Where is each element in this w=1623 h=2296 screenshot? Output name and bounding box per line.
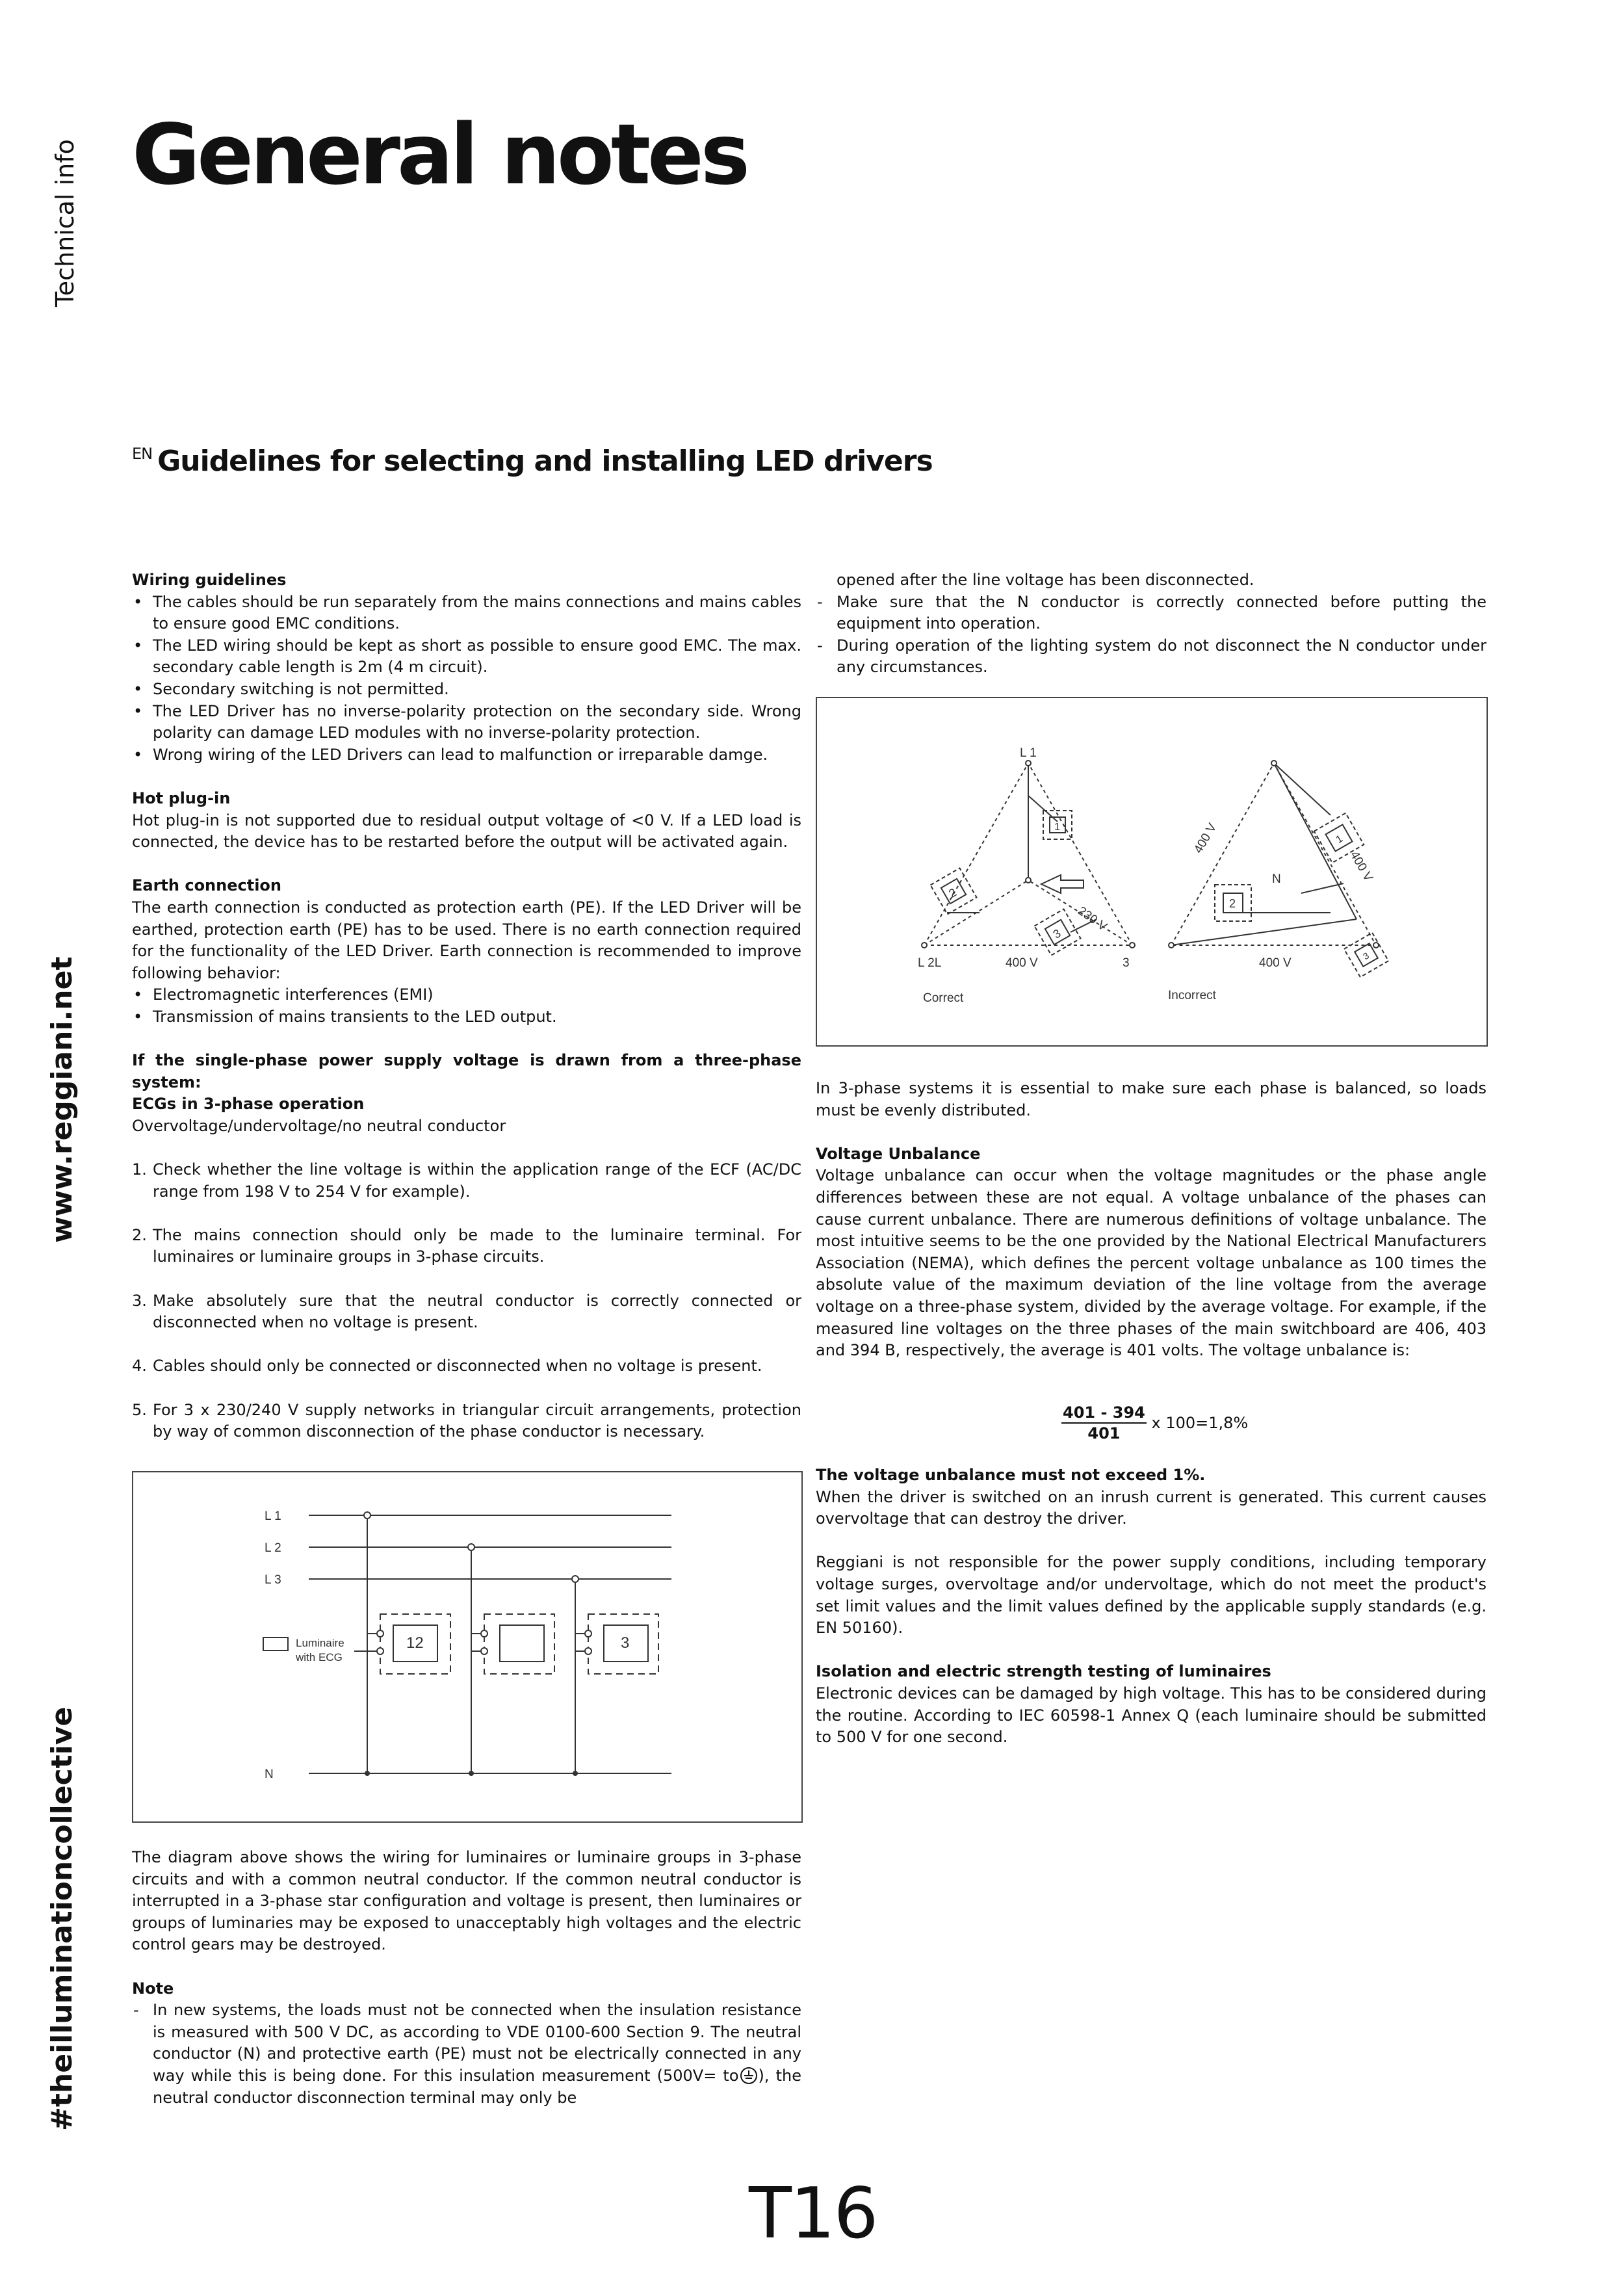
box-label: 3	[1050, 926, 1063, 941]
label-l2l: L 2L	[918, 956, 942, 970]
box-label: 3	[1361, 950, 1371, 962]
list-item: - During operation of the lighting system do not disconnect the N conductor under any circumstances.	[816, 635, 1487, 679]
isolation-heading: Isolation and electric strength testing of luminaires	[816, 1662, 1271, 1681]
list-item: • Wrong wiring of the LED Drivers can lead to malfunction or irreparable damge.	[132, 744, 801, 766]
list-item: 4. Cables should only be connected or disconnected when no voltage is present.	[132, 1357, 762, 1376]
isolation-text: Electronic devices can be damaged by high voltage. This has to be considered during the routine. According to IEC 60598-1 Annex Q (each luminaire should be submitted to 500 V for one second.	[816, 1684, 1487, 1747]
ecg-heading: ECGs in 3-phase operation	[132, 1095, 365, 1114]
wiring-diagram	[132, 1471, 803, 1823]
right-column-top	[816, 569, 1487, 679]
list-item: - Make sure that the N conductor is correctly connected before putting the equipment into operation.	[816, 592, 1487, 635]
note-list	[132, 2000, 801, 2109]
section-subtitle	[132, 445, 933, 478]
left-column-top	[132, 569, 801, 1465]
label-230v: 230 V	[1075, 904, 1110, 934]
formula-numerator: 401 - 394	[1061, 1403, 1147, 1424]
balance-text: In 3-phase systems it is essential to make sure each phase is balanced, so loads must be evenly distributed.	[816, 1079, 1487, 1119]
label-l1: L 1	[1020, 746, 1037, 760]
formula-result: x 100=1,8%	[1151, 1414, 1249, 1432]
side-label-technical-info: Technical info	[51, 139, 79, 307]
side-label-hashtag: #theilluminationcollective	[45, 1706, 79, 2131]
hotplug-heading: Hot plug-in	[132, 789, 231, 807]
list-item: • The LED wiring should be kept as short as possible to ensure good EMC. The max. secondary cable length is 2m (4 m circuit).	[132, 635, 801, 679]
page-number: T16	[749, 2173, 877, 2254]
unbalance-heading: Voltage Unbalance	[816, 1144, 981, 1163]
list-item: • The cables should be run separately from the mains connections and mains cables to ensure good EMC conditions.	[132, 592, 801, 635]
legend-ecg: with ECG	[296, 1651, 343, 1663]
limit-bold: The voltage unbalance must not exceed 1%.	[816, 1466, 1206, 1484]
list-item: - In new systems, the loads must not be connected when the insulation resistance is measured with 500 V DC, as according to VDE 0100-600 Section 9. The neutral conductor (N) and protective earth (PE) must not be electrically connected in any way while this is being done. For this insulation measurement (500V= to ), the neutral conductor disconnection terminal may only be	[132, 2000, 801, 2109]
label-n: N	[265, 1768, 274, 1781]
label-l2: L 2	[265, 1541, 281, 1555]
label-400v: 400 V	[1259, 956, 1292, 970]
box-label-3: 3	[621, 1634, 630, 1652]
list-item: 5. For 3 x 230/240 V supply networks in triangular circuit arrangements, protection by way of common disconnection of the phase conductor is necessary.	[132, 1400, 801, 1441]
list-item: • Transmission of mains transients to the LED output.	[132, 1006, 801, 1028]
limit-text: When the driver is switched on an inrush current is generated. This current causes overvoltage that can destroy the driver.	[816, 1487, 1487, 1528]
box-label: 2	[946, 885, 959, 900]
box-label-12: 12	[406, 1634, 424, 1652]
label-n: N	[1272, 872, 1281, 886]
note-heading: Note	[132, 1979, 174, 1998]
hotplug-text: Hot plug-in is not supported due to residual output voltage of <0 V. If a LED load is connected, the device has to be restarted before the output will be activated again.	[132, 811, 801, 852]
language-tag: EN	[132, 445, 153, 463]
right-column-bottom	[816, 1465, 1487, 1749]
unbalance-formula	[1061, 1403, 1248, 1443]
label-3: 3	[1123, 956, 1130, 970]
diagram-description: The diagram above shows the wiring for luminaires or luminaire groups in 3-phase circuits and with a common neutral conductor. If the common neutral conductor is interrupted in a 3-phase star configuration and voltage is present, then luminaires or groups of luminaries may be exposed to unacceptably high voltages and the electric control gears may be destroyed.	[132, 1848, 801, 1954]
label-correct: Correct	[923, 991, 964, 1005]
unbalance-text: Voltage unbalance can occur when the voltage magnitudes or the phase angle differences between these are not equal. A voltage unbalance of the phases can cause current unbalance. There are numerous definitions of voltage unbalance. The most intuitive seems to be the one provided by the National Electrical Manufacturers Association (NEMA), which defines the percent voltage unbalance as 100 times the absolute value of the maximum deviation of the line voltage from the average voltage on a three-phase system, divided by the average voltage. For example, if the measured line voltages on the three phases of the main switchboard are 406, 403 and 394 B, respectively, the average is 401 volts. The voltage unbalance is:	[816, 1166, 1487, 1360]
side-label-website: www.reggiani.net	[45, 956, 79, 1243]
page-title: General notes	[132, 107, 747, 203]
wiring-heading: Wiring guidelines	[132, 571, 287, 589]
formula-denominator: 401	[1087, 1424, 1121, 1442]
triangle-diagram	[816, 697, 1488, 1047]
reggiani-text: Reggiani is not responsible for the power supply conditions, including temporary voltage surges, overvoltage and/or undervoltage, which do not meet the product's set limit values and the limit values defined by the applicable supply standards (e.g. EN 50160).	[816, 1553, 1487, 1637]
earth-symbol-icon	[740, 2067, 757, 2084]
list-item: • Secondary switching is not permitted.	[132, 679, 801, 701]
single-phase-sub: Overvoltage/undervoltage/no neutral conductor	[132, 1116, 506, 1135]
formula-fraction	[1061, 1403, 1147, 1443]
right-dash-list	[816, 592, 1487, 679]
legend-luminaire: Luminaire	[296, 1637, 344, 1649]
list-item: • Electromagnetic interferences (EMI)	[132, 984, 801, 1006]
list-item: • The LED Driver has no inverse-polarity protection on the secondary side. Wrong polarity can damage LED modules with no inverse-polarity protection.	[132, 701, 801, 744]
left-column-bottom	[132, 1847, 801, 2109]
single-phase-list	[132, 1159, 801, 1443]
list-item: 1. Check whether the line voltage is within the application range of the ECF (AC/DC range from 198 V to 254 V for example).	[132, 1160, 801, 1201]
box-label: 2	[1229, 897, 1236, 910]
label-400v: 400 V	[1191, 820, 1220, 856]
label-l1: L 1	[265, 1509, 281, 1523]
subtitle-text: Guidelines for selecting and installing LED drivers	[157, 445, 933, 478]
wiring-list	[132, 592, 801, 766]
earth-list	[132, 984, 801, 1028]
right-column-middle	[816, 1078, 1487, 1362]
box-label: 1	[1334, 833, 1345, 846]
label-l3: L 3	[265, 1573, 281, 1587]
label-400v: 400 V	[1006, 956, 1038, 970]
single-phase-heading: If the single-phase power supply voltage is drawn from a three-phase system:	[132, 1051, 801, 1091]
note-continuation: opened after the line voltage has been disconnected.	[837, 571, 1254, 589]
list-item: 2. The mains connection should only be made to the luminaire terminal. For luminaires or luminaire groups in 3-phase circuits.	[132, 1225, 801, 1266]
earth-text: The earth connection is conducted as protection earth (PE). If the LED Driver will be earthed, protection earth (PE) has to be used. There is no earth connection required for the functionality of the LED Driver. Earth connection is recommended to improve following behavior:	[132, 898, 801, 982]
label-incorrect: Incorrect	[1168, 989, 1216, 1002]
earth-heading: Earth connection	[132, 876, 282, 895]
box-label: 1	[1054, 822, 1060, 833]
list-item: 3. Make absolutely sure that the neutral conductor is correctly connected or disconnected when no voltage is present.	[132, 1291, 801, 1332]
label-400v: 400 V	[1347, 849, 1375, 884]
